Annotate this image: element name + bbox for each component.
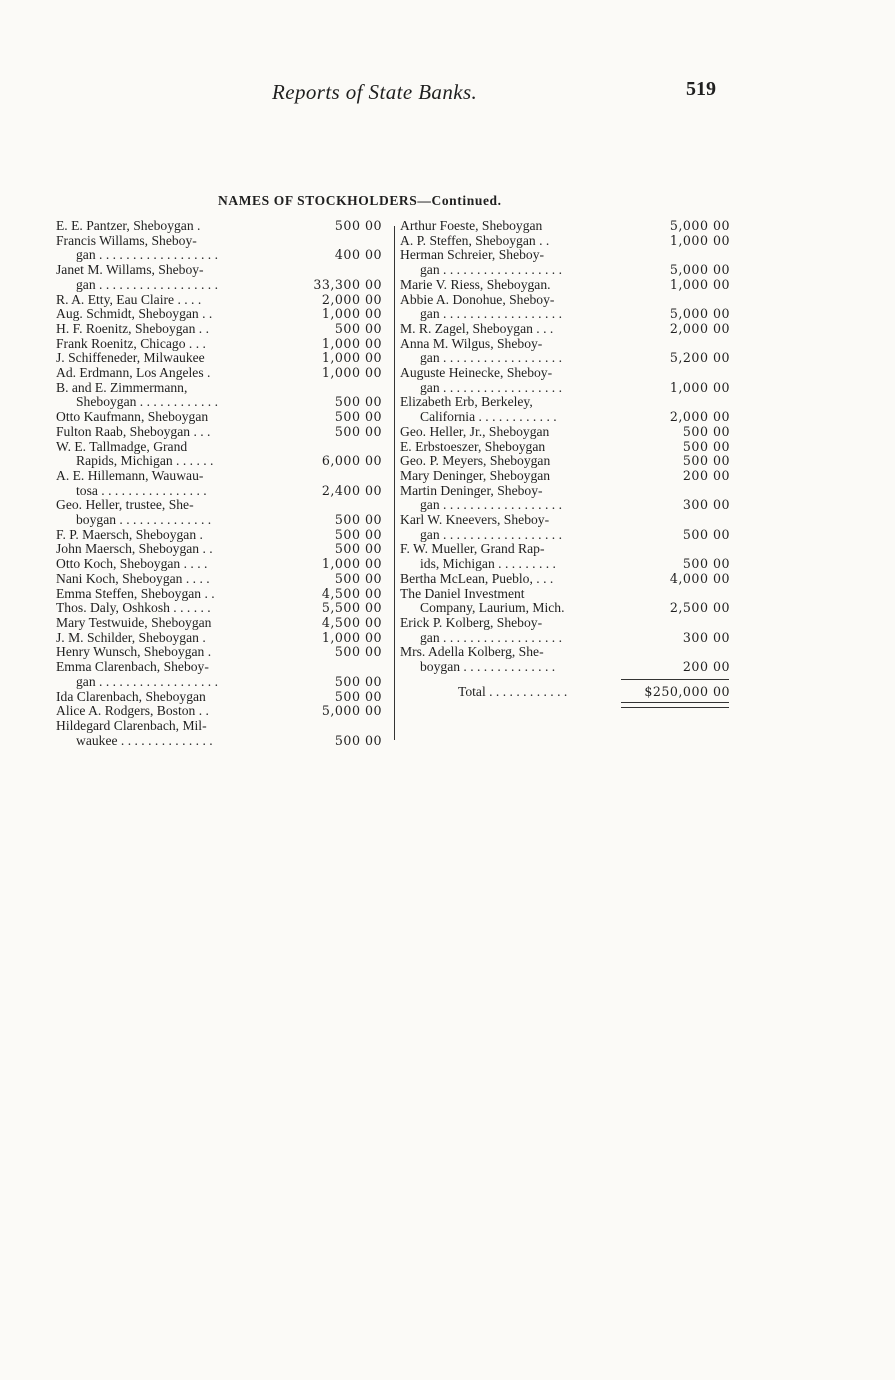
stockholder-row (56, 587, 386, 602)
share-amount: 2,400 00 (321, 482, 382, 498)
stockholder-name-line: Anna M. Wilgus, Sheboy- (400, 336, 543, 351)
stockholder-name-line: Arthur Foeste, Sheboygan (400, 219, 543, 233)
stockholder-row (56, 645, 386, 660)
share-amount: 5,000 00 (669, 218, 730, 233)
stockholder-name-line: Herman Schreier, Sheboy- (400, 248, 545, 263)
stockholder-row (400, 337, 730, 366)
stockholder-name (56, 616, 282, 631)
share-amount: 1,000 00 (321, 365, 382, 381)
stockholder-name (56, 572, 282, 587)
stockholder-row (56, 498, 386, 527)
stockholder-name (400, 454, 622, 469)
share-amount: 2,500 00 (669, 600, 730, 616)
share-amount: 4,500 00 (321, 585, 382, 601)
stockholder-name-line: W. E. Tallmadge, Grand (56, 439, 188, 454)
stockholder-row (56, 440, 386, 469)
share-amount: 500 00 (334, 423, 382, 439)
stockholder-row (56, 366, 386, 381)
share-amount: 500 00 (682, 423, 730, 439)
stockholder-name (56, 440, 282, 469)
stockholder-name-line: waukee . . . . . . . . . . . . . . (76, 733, 213, 748)
section-title: NAMES OF STOCKHOLDERS—Continued. (218, 193, 502, 208)
stockholder-name-line: John Maersch, Sheboygan . . (56, 542, 213, 557)
stockholder-row (400, 322, 730, 337)
share-amount: 500 00 (334, 512, 382, 528)
stockholder-row (56, 557, 386, 572)
stockholder-name-line: Otto Koch, Sheboygan . . . . (56, 557, 208, 572)
stockholder-name (400, 366, 622, 395)
stockholder-name-line: Geo. P. Meyers, Sheboygan (400, 454, 551, 469)
share-amount: 4,000 00 (669, 570, 730, 586)
stockholder-name (56, 587, 282, 602)
stockholder-name (56, 704, 282, 719)
stockholder-name (56, 410, 282, 425)
stockholder-row (56, 219, 386, 234)
stockholder-name (56, 322, 282, 337)
stockholder-name-line: Mary Testwuide, Sheboygan (56, 615, 212, 630)
stockholder-name-line: E. E. Pantzer, Sheboygan . (56, 219, 201, 233)
stockholder-row (56, 528, 386, 543)
stockholder-name-line: The Daniel Investment (400, 586, 525, 601)
stockholder-row (56, 469, 386, 498)
stockholder-name-line: J. M. Schilder, Sheboygan . (56, 630, 206, 645)
stockholder-name (56, 542, 282, 557)
stockholder-name-line: Rapids, Michigan . . . . . . (76, 454, 214, 469)
stockholder-row (400, 425, 730, 440)
stockholder-name-line: ids, Michigan . . . . . . . . . (420, 557, 556, 572)
stockholder-name (400, 322, 622, 337)
stockholder-name-line: R. A. Etty, Eau Claire . . . . (56, 292, 202, 307)
stockholder-name (56, 469, 282, 498)
stockholder-row (400, 454, 730, 469)
stockholder-name (56, 631, 282, 646)
stockholder-name-line: F. P. Maersch, Sheboygan . (56, 527, 203, 542)
stockholder-row (56, 351, 386, 366)
stockholder-row (400, 395, 730, 424)
stockholder-name-line: Auguste Heinecke, Sheboy- (400, 366, 553, 381)
stockholder-name-line: Emma Clarenbach, Sheboy- (56, 660, 209, 675)
share-amount: 500 00 (682, 526, 730, 542)
stockholder-name-line: Bertha McLean, Pueblo, . . . (400, 571, 554, 586)
stockholder-name-line: A. E. Hillemann, Wauwau- (56, 468, 204, 483)
share-amount: 1,000 00 (669, 276, 730, 292)
stockholder-name-line: boygan . . . . . . . . . . . . . . (76, 513, 212, 528)
stockholder-name-line: M. R. Zagel, Sheboygan . . . (400, 321, 554, 336)
stockholder-name-line: Company, Laurium, Mich. (420, 601, 565, 616)
stockholders-left-column (56, 219, 386, 748)
share-amount: 5,200 00 (669, 350, 730, 366)
stockholder-name-line: gan . . . . . . . . . . . . . . . . . . (420, 630, 562, 645)
stockholder-name (400, 395, 622, 424)
share-amount: 2,000 00 (669, 409, 730, 425)
stockholder-name-line: Martin Deninger, Sheboy- (400, 483, 543, 498)
stockholder-name (400, 513, 622, 542)
stockholder-name-line: B. and E. Zimmermann, (56, 380, 188, 395)
share-amount: 400 00 (334, 247, 382, 263)
share-amount: 500 00 (334, 541, 382, 557)
stockholder-name-line: Nani Koch, Sheboygan . . . . (56, 571, 210, 586)
stockholder-name-line: gan . . . . . . . . . . . . . . . . . . (76, 277, 218, 292)
stockholder-name-line: Aug. Schmidt, Sheboygan . . (56, 307, 213, 322)
stockholder-name-line: California . . . . . . . . . . . . (420, 410, 557, 425)
stockholder-name (400, 293, 622, 322)
stockholder-row (56, 381, 386, 410)
total-row (400, 685, 730, 700)
stockholder-row (56, 601, 386, 616)
stockholder-name-line: Mary Deninger, Sheboygan (400, 468, 551, 483)
stockholder-name-line: gan . . . . . . . . . . . . . . . . . . (420, 498, 562, 513)
stockholder-name (56, 557, 282, 572)
stockholder-row (56, 337, 386, 352)
total-label: Total . . . . . . . . . . . . (458, 683, 568, 699)
stockholder-name (56, 425, 282, 440)
stockholder-row (56, 631, 386, 646)
stockholder-name (56, 351, 282, 366)
stockholder-row (56, 425, 386, 440)
share-amount: 33,300 00 (313, 276, 382, 292)
share-amount: 300 00 (682, 497, 730, 513)
stockholder-name-line: gan . . . . . . . . . . . . . . . . . . (420, 351, 562, 366)
stockholder-name-line: Ida Clarenbach, Sheboygan (56, 689, 206, 704)
stockholder-name (400, 248, 622, 277)
stockholder-name (56, 307, 282, 322)
share-amount: 500 00 (334, 644, 382, 660)
stockholder-name (56, 528, 282, 543)
column-divider (394, 226, 395, 740)
page-number: 519 (686, 78, 716, 100)
stockholder-row (56, 307, 386, 322)
stockholder-name (400, 645, 622, 674)
stockholder-name (400, 484, 622, 513)
stockholder-name-line: Ad. Erdmann, Los Angeles . (56, 366, 211, 381)
stockholder-row (400, 366, 730, 395)
stockholder-name (400, 440, 622, 455)
stockholders-right-column (400, 219, 730, 700)
stockholder-row (400, 248, 730, 277)
stockholder-name-line: gan . . . . . . . . . . . . . . . . . . (76, 674, 218, 689)
stockholder-name (56, 219, 282, 234)
share-amount: 5,000 00 (669, 306, 730, 322)
stockholder-name (400, 587, 622, 616)
stockholder-name (400, 542, 622, 571)
running-head: Reports of State Banks. (272, 80, 478, 104)
stockholder-name-line: tosa . . . . . . . . . . . . . . . . (76, 483, 207, 498)
stockholder-name-line: Geo. Heller, trustee, She- (56, 498, 194, 513)
stockholder-name-line: Otto Kaufmann, Sheboygan (56, 410, 209, 425)
stockholder-row (400, 616, 730, 645)
total-double-rule (621, 702, 729, 708)
stockholder-name-line: F. W. Mueller, Grand Rap- (400, 542, 545, 557)
share-amount: 500 00 (334, 320, 382, 336)
stockholder-row (56, 542, 386, 557)
stockholder-name-line: H. F. Roenitz, Sheboygan . . (56, 321, 209, 336)
stockholder-row (56, 690, 386, 705)
stockholder-name-line: Fulton Raab, Sheboygan . . . (56, 424, 211, 439)
total-rule (621, 679, 729, 680)
stockholder-name (56, 645, 282, 660)
share-amount: 200 00 (682, 467, 730, 483)
stockholder-name-line: Elizabeth Erb, Berkeley, (400, 395, 533, 410)
share-amount: 1,000 00 (321, 629, 382, 645)
share-amount: 500 00 (334, 688, 382, 704)
stockholder-row (56, 293, 386, 308)
stockholder-name (400, 425, 622, 440)
stockholder-row (56, 660, 386, 689)
stockholder-name-line: Janet M. Willams, Sheboy- (56, 263, 204, 278)
stockholder-row (56, 572, 386, 587)
stockholder-name-line: Marie V. Riess, Sheboygan. (400, 277, 551, 292)
stockholder-name (400, 278, 622, 293)
stockholder-row (56, 719, 386, 748)
stockholder-row (56, 410, 386, 425)
stockholder-name (56, 337, 282, 352)
stockholder-row (56, 234, 386, 263)
stockholder-name-line: Abbie A. Donohue, Sheboy- (400, 292, 555, 307)
share-amount: 4,500 00 (321, 614, 382, 630)
stockholder-name-line: E. Erbstoeszer, Sheboygan (400, 439, 546, 454)
share-amount: 500 00 (334, 218, 382, 233)
stockholder-name (400, 234, 622, 249)
stockholder-name-line: Frank Roenitz, Chicago . . . (56, 336, 206, 351)
stockholder-row (400, 440, 730, 455)
stockholder-name-line: Mrs. Adella Kolberg, She- (400, 645, 544, 660)
share-amount: 500 00 (682, 556, 730, 572)
stockholder-name (56, 234, 282, 263)
stockholder-row (400, 469, 730, 484)
share-amount: 500 00 (334, 732, 382, 748)
share-amount: 500 00 (682, 438, 730, 454)
stockholder-name-line: gan . . . . . . . . . . . . . . . . . . (420, 527, 562, 542)
share-amount: 500 00 (334, 526, 382, 542)
stockholder-row (400, 484, 730, 513)
stockholder-name (400, 572, 622, 587)
stockholder-row (400, 278, 730, 293)
stockholder-name-line: Sheboygan . . . . . . . . . . . . (76, 395, 218, 410)
stockholder-name-line: Karl W. Kneevers, Sheboy- (400, 513, 550, 528)
stockholder-name-line: Thos. Daly, Oshkosh . . . . . . (56, 601, 211, 616)
stockholder-name-line: Erick P. Kolberg, Sheboy- (400, 615, 543, 630)
stockholder-name (400, 219, 622, 234)
stockholder-row (56, 704, 386, 719)
share-amount: 6,000 00 (321, 453, 382, 469)
share-amount: 1,000 00 (669, 232, 730, 248)
stockholder-name (56, 366, 282, 381)
share-amount: 300 00 (682, 629, 730, 645)
stockholder-name-line: Emma Steffen, Sheboygan . . (56, 586, 215, 601)
share-amount: 500 00 (334, 409, 382, 425)
stockholder-name-line: Alice A. Rodgers, Boston . . (56, 704, 209, 719)
stockholder-name (56, 263, 282, 292)
stockholder-name-line: boygan . . . . . . . . . . . . . . (420, 660, 556, 675)
stockholder-row (400, 293, 730, 322)
share-amount: 2,000 00 (321, 291, 382, 307)
stockholder-name (400, 616, 622, 645)
stockholder-row (56, 263, 386, 292)
share-amount: 500 00 (682, 453, 730, 469)
share-amount: 1,000 00 (321, 556, 382, 572)
stockholder-name-line: Francis Willams, Sheboy- (56, 233, 197, 248)
share-amount: 5,500 00 (321, 600, 382, 616)
share-amount: 200 00 (682, 659, 730, 675)
stockholder-row (400, 572, 730, 587)
stockholder-row (400, 219, 730, 234)
share-amount: 500 00 (334, 394, 382, 410)
share-amount: 1,000 00 (321, 306, 382, 322)
stockholder-row (400, 587, 730, 616)
stockholder-name (56, 601, 282, 616)
stockholder-row (56, 322, 386, 337)
stockholder-row (400, 645, 730, 674)
stockholder-name-line: gan . . . . . . . . . . . . . . . . . . (420, 307, 562, 322)
share-amount: 5,000 00 (321, 703, 382, 719)
stockholder-row (400, 513, 730, 542)
stockholder-name (400, 337, 622, 366)
stockholder-name-line: gan . . . . . . . . . . . . . . . . . . (420, 380, 562, 395)
share-amount: 5,000 00 (669, 262, 730, 278)
share-amount: 1,000 00 (321, 350, 382, 366)
share-amount: 500 00 (334, 570, 382, 586)
stockholder-name-line: Hildegard Clarenbach, Mil- (56, 718, 207, 733)
stockholder-row (400, 542, 730, 571)
stockholder-name-line: J. Schiffeneder, Milwaukee (56, 351, 205, 366)
share-amount: 500 00 (334, 673, 382, 689)
stockholder-name (56, 381, 282, 410)
total-amount: $250,000 00 (644, 683, 730, 699)
stockholder-name-line: gan . . . . . . . . . . . . . . . . . . (420, 263, 562, 278)
stockholder-row (56, 616, 386, 631)
stockholder-name-line: A. P. Steffen, Sheboygan . . (400, 233, 550, 248)
stockholder-name (56, 498, 282, 527)
share-amount: 1,000 00 (321, 335, 382, 351)
stockholder-name (56, 293, 282, 308)
share-amount: 2,000 00 (669, 320, 730, 336)
stockholder-name-line: Geo. Heller, Jr., Sheboygan (400, 424, 550, 439)
stockholder-name (56, 690, 282, 705)
stockholder-row (400, 234, 730, 249)
stockholder-name (400, 469, 622, 484)
stockholder-name-line: Henry Wunsch, Sheboygan . (56, 645, 212, 660)
share-amount: 1,000 00 (669, 379, 730, 395)
stockholder-name-line: gan . . . . . . . . . . . . . . . . . . (76, 248, 218, 263)
stockholder-name (56, 660, 282, 689)
stockholder-name (56, 719, 282, 748)
